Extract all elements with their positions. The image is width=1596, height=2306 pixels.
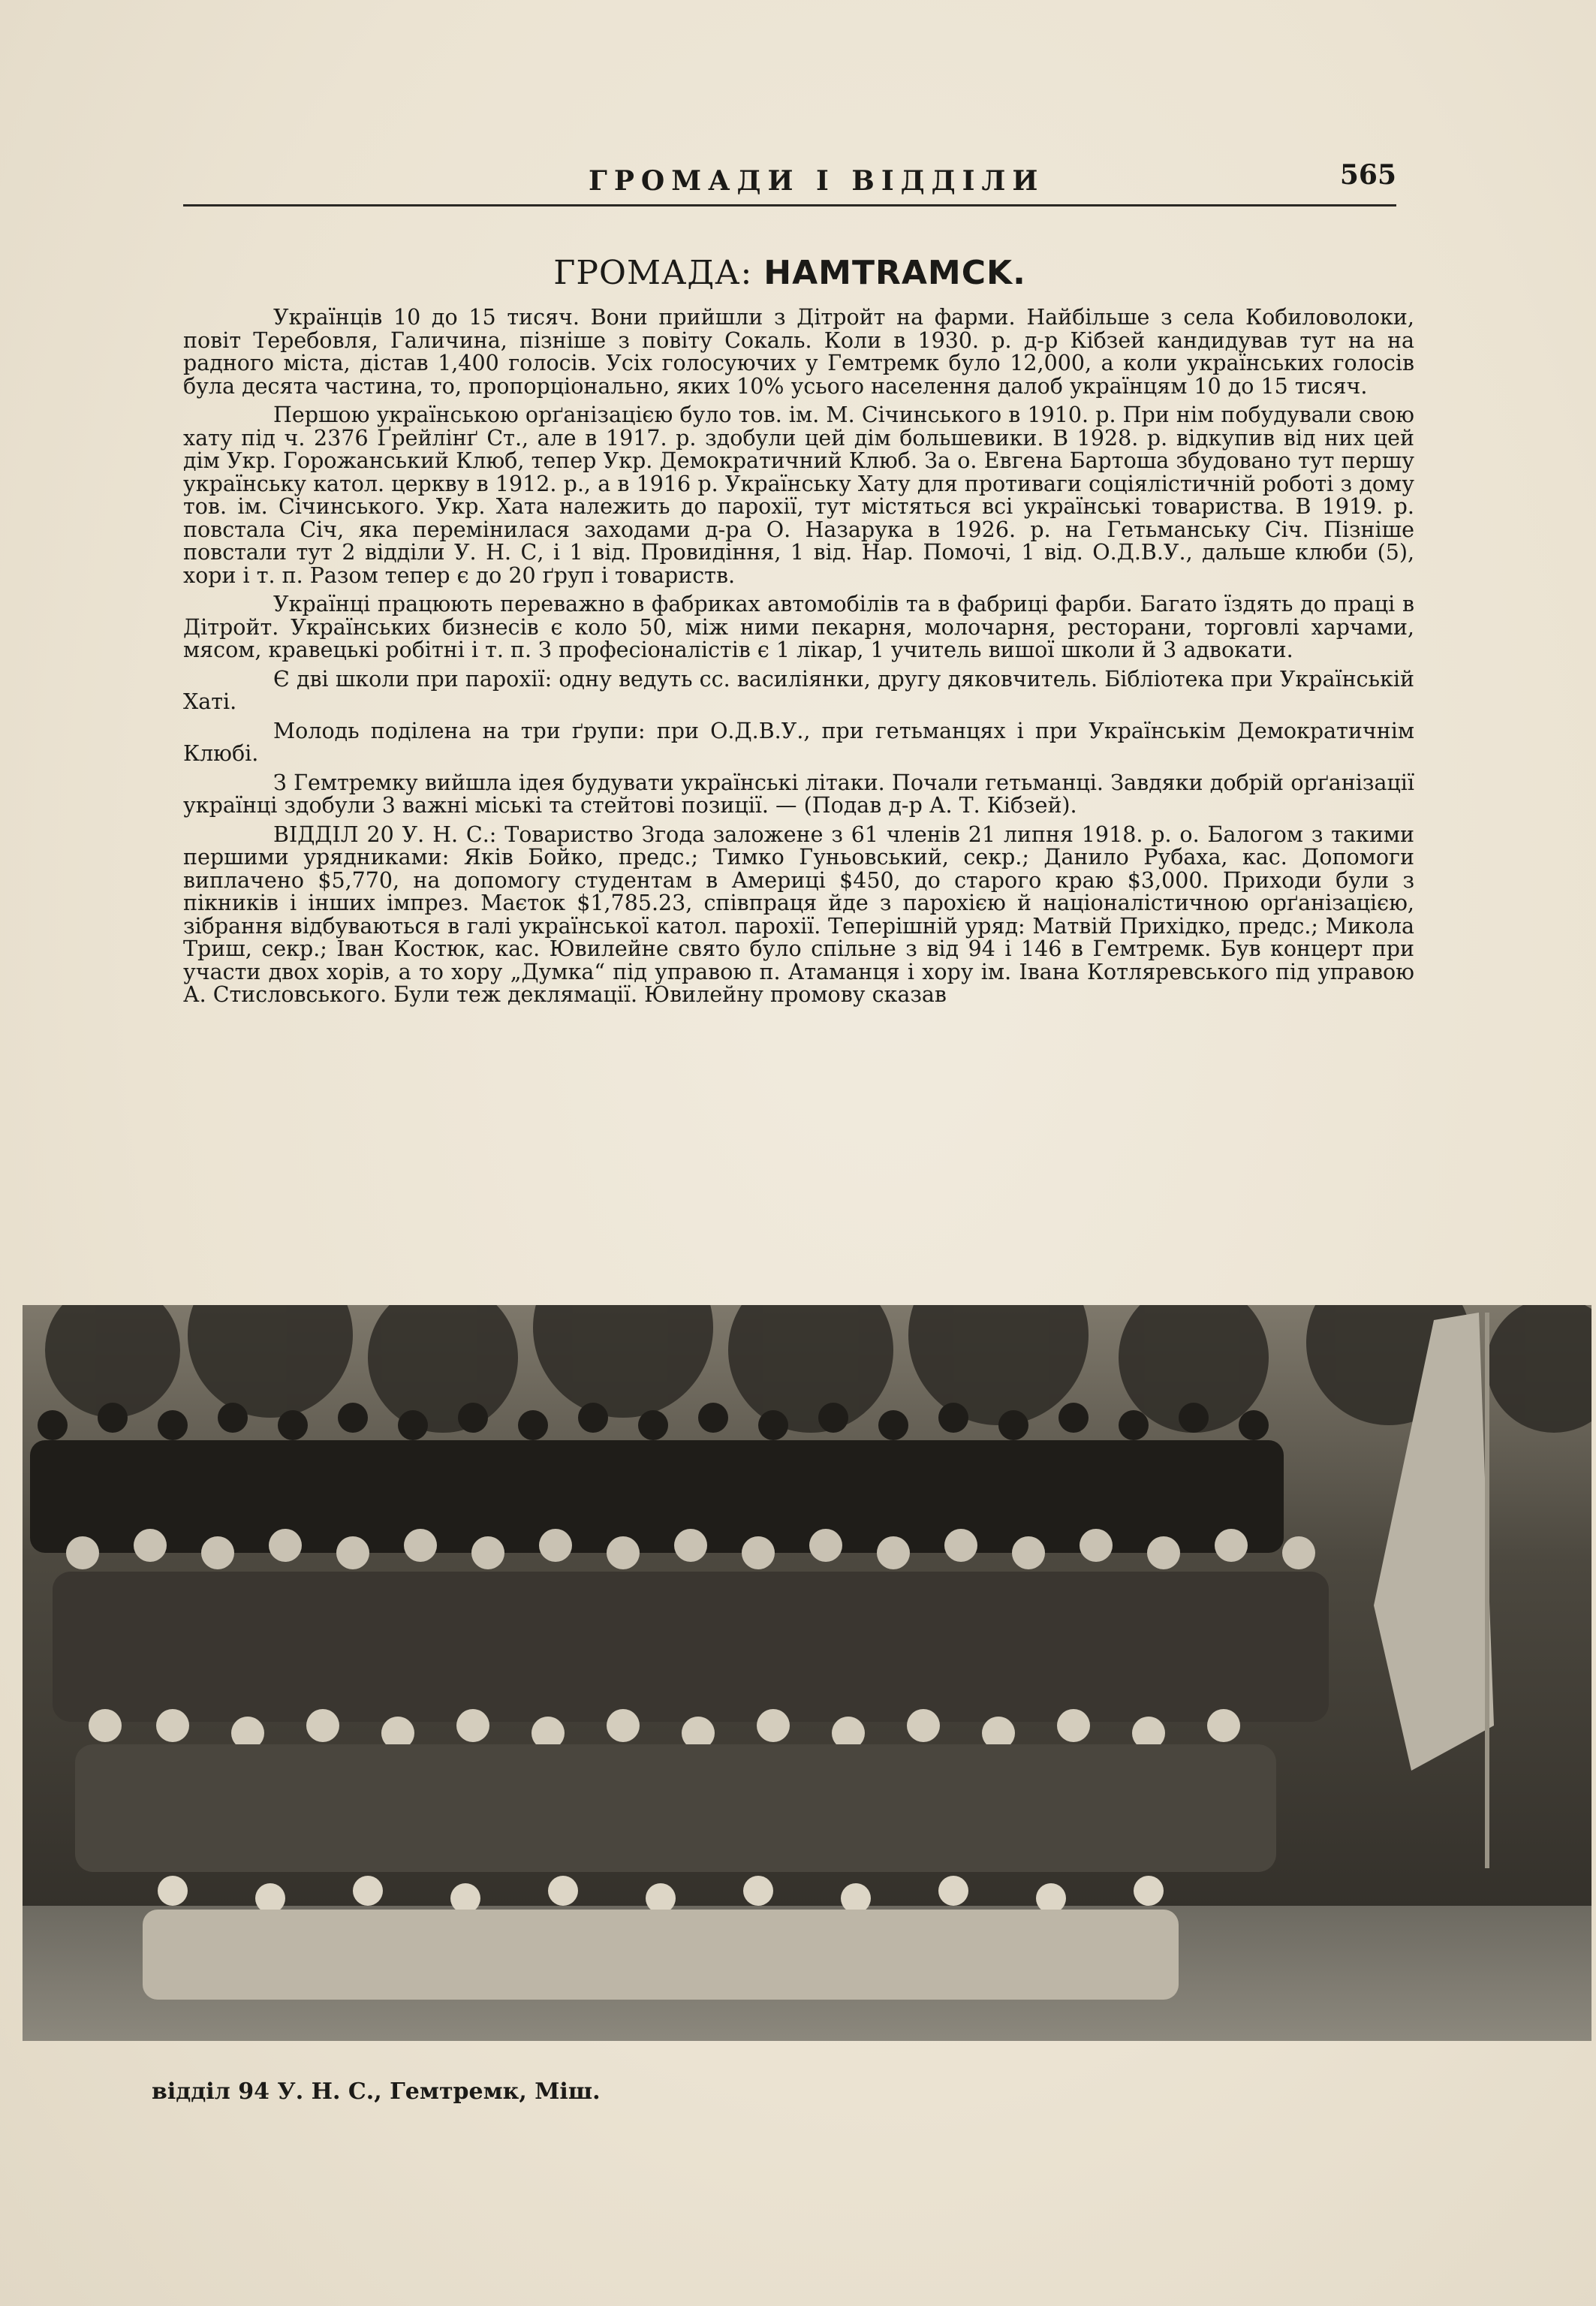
paragraph-aviation: З Гемтремку вийшла ідея будувати українські літаки. Почали гетьманці. Завдяки добрій орґанізації українці здобули 3 важні міські та стейтові позиції. — (Подав д-р А. Т. Кібзей). xyxy=(183,770,1414,818)
group-photo-illustration xyxy=(23,1305,1591,2041)
paragraph-organizations: Першою українською орґанізацією було тов. ім. М. Січинського в 1910. р. При нім побудували свою хату під ч. 2376 Ґрейлінґ Ст., але в 1917. р. здобули цей дім большевики. В 1928. р. відкупив від них цей дім Укр. Горожанський Клюб, тепер Укр. Демократичний Клюб. За о. Евгена Бартоша збудовано тут першу українську катол. церкву в 1912. р., а в 1916 р. Українську Хату для противаги соціялістичній роботі з дому тов. ім. Січинського. Укр. Хата належить до парохії, тут містяться всі українські товариства. В 1919. р. повстала Січ, яка перемінилася заходами д-ра О. Назарука в 1926. р. на Гетьманську Січ. Пізніше повстали тут 2 відділи У. Н. С, і 1 від. Провидіння, 1 від. Нар. Помочі, 1 від. О.Д.В.У., дальше клюби (5), хори і т. п. Разом тепер є до 20 ґруп і товариств. xyxy=(183,402,1414,588)
running-title: ГРОМАДИ І ВІДДІЛИ xyxy=(589,165,1045,197)
section-title-town: HAMTRAMCK. xyxy=(763,254,1026,292)
article-body xyxy=(183,306,1414,1013)
running-header xyxy=(183,159,1396,206)
paragraph-schools: Є дві школи при парохії: одну ведуть сс. василіянки, другу дяковчитель. Бібліотека при Українській Хаті. xyxy=(183,666,1414,714)
paragraph-population: Українців 10 до 15 тисяч. Вони прийшли з Дітройт на фарми. Найбільше з села Кобиловолоки, повіт Теребовля, Галичина, пізніше з повіту Сокаль. Коли в 1930. р. д-р Кібзей кандидував тут на на радного міста, дістав 1,400 голосів. Усіх голосуючих у Гемтремк було 12,000, а коли українських голосів була десята частина, то, пропорціонально, яких 10% усього населення далоб українцям 10 до 15 тисяч. xyxy=(183,305,1414,399)
paragraph-youth: Молодь поділена на три ґрупи: при О.Д.В.У., при гетьманцях і при Українськім Демократичнім Клюбі. xyxy=(183,718,1414,766)
group-photo xyxy=(23,1305,1591,2041)
paragraph-branch-20: ВІДДІЛ 20 У. Н. С.: Товариство Згода заложене з 61 членів 21 липня 1918. р. о. Балогом з такими першими урядниками: Яків Бойко, предс.; Тимко Гуньовський, секр.; Данило Рубаха, кас. Допомоги виплачено $5,770, на допомогу студентам в Америці $450, до старого краю $3,000. Приходи були з пікників і інших імпрез. Маєток $1,785.23, співпраця йде з парохією й націоналістичною орґанізацією, зібрання відбуваються в галі української катол. парохії. Теперішній уряд: Матвій Прихідко, предс.; Микола Триш, секр.; Іван Костюк, кас. Ювилейне свято було спільне з від 94 і 146 в Гемтремк. Був концерт при участи двох хорів, а то хору „Думка“ під управою п. Атаманця і хору ім. Івана Котляревського під управою А. Стисловського. Були теж деклямації. Ювилейну промову сказав xyxy=(183,821,1414,1007)
paragraph-work: Українці працюють переважно в фабриках автомобілів та в фабриці фарби. Багато їздять до праці в Дітройт. Українських бизнесів є коло 50, між ними пекарня, молочарня, ресторани, торговлі харчами, мясом, кравецькі робітні і т. п. З професіоналістів є 1 лікар, 1 учитель вишої школи й 3 адвокати. xyxy=(183,592,1414,662)
page-number: 565 xyxy=(1339,159,1396,191)
section-title-prefix: ГРОМАДА: xyxy=(553,254,753,292)
photo-caption: відділ 94 У. Н. С., Гемтремк, Міш. xyxy=(152,2078,601,2105)
section-title xyxy=(183,254,1396,292)
